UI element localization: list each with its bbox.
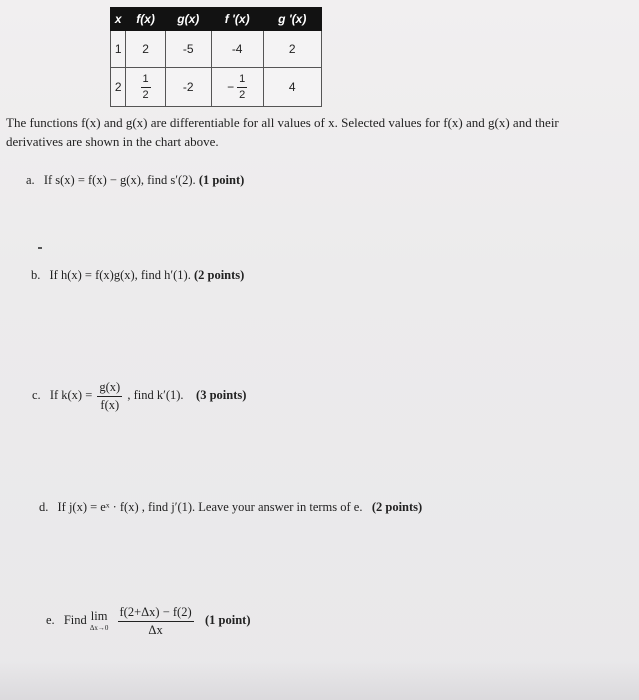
fraction-numerator: g(x) (97, 381, 122, 397)
points-label: (2 points) (371, 500, 423, 514)
fraction-numerator: f(2+Δx) − f(2) (118, 606, 194, 622)
question-label: d. (39, 500, 49, 514)
fraction-denominator: 2 (142, 88, 149, 101)
question-b (31, 268, 244, 283)
header-g: g(x) (165, 8, 211, 31)
limit-subscript: Δx→0 (89, 623, 109, 632)
question-e (46, 606, 251, 636)
question-prefix: If k(x) = (49, 387, 93, 402)
question-prefix: Find (63, 612, 87, 627)
header-gprime: g '(x) (263, 8, 321, 31)
question-c (32, 381, 246, 411)
header-f: f(x) (126, 8, 165, 31)
fraction (237, 74, 247, 101)
cell-x: 2 (111, 68, 126, 107)
fraction (97, 381, 122, 411)
points-label: (2 points) (193, 268, 245, 282)
table-row (111, 68, 322, 107)
cell-f (126, 68, 165, 107)
cell-fprime: -4 (211, 31, 263, 68)
header-x: x (111, 8, 126, 31)
question-text: If j(x) = eˣ · f(x) , find j′(1). Leave your answer in terms of e. (57, 500, 363, 514)
limit-text: lim (90, 609, 108, 624)
points-label: (1 point) (198, 173, 245, 187)
cell-gprime: 2 (263, 31, 321, 68)
cell-f: 2 (126, 31, 165, 68)
question-label: b. (31, 268, 41, 282)
fraction-numerator: 1 (237, 74, 247, 88)
cell-g: -2 (165, 68, 211, 107)
minus-sign: − (227, 80, 235, 94)
question-suffix: , find k′(1). (127, 387, 184, 402)
intro-paragraph: The functions f(x) and g(x) are differentiable for all values of x. Selected values for f(x) and g(x) and their derivatives are shown in the chart above. (6, 115, 559, 149)
question-label: e. (46, 612, 55, 627)
question-label: c. (32, 387, 41, 402)
cell-x: 1 (111, 31, 126, 68)
table-header-row (111, 8, 322, 31)
fraction-denominator: 2 (239, 88, 246, 101)
page-shadow (0, 660, 639, 700)
fraction-numerator: 1 (141, 74, 151, 88)
table-row (111, 31, 322, 68)
question-d (39, 500, 422, 515)
question-text: If h(x) = f(x)g(x), find h′(1). (49, 268, 191, 282)
points-label: (1 point) (205, 612, 251, 627)
fraction (141, 74, 151, 101)
cell-g: -5 (165, 31, 211, 68)
question-label: a. (26, 173, 35, 187)
cell-gprime: 4 (263, 68, 321, 107)
limit-operator (90, 610, 109, 632)
fraction-denominator: Δx (148, 622, 163, 637)
points-label: (3 points) (196, 387, 247, 402)
stray-mark (38, 247, 42, 249)
cell-fprime (211, 68, 263, 107)
fraction (118, 606, 194, 636)
values-table (110, 7, 322, 107)
header-fprime: f '(x) (211, 8, 263, 31)
question-text: If s(x) = f(x) − g(x), find s′(2). (43, 173, 196, 187)
fraction-denominator: f(x) (100, 397, 120, 412)
question-a (26, 173, 244, 188)
